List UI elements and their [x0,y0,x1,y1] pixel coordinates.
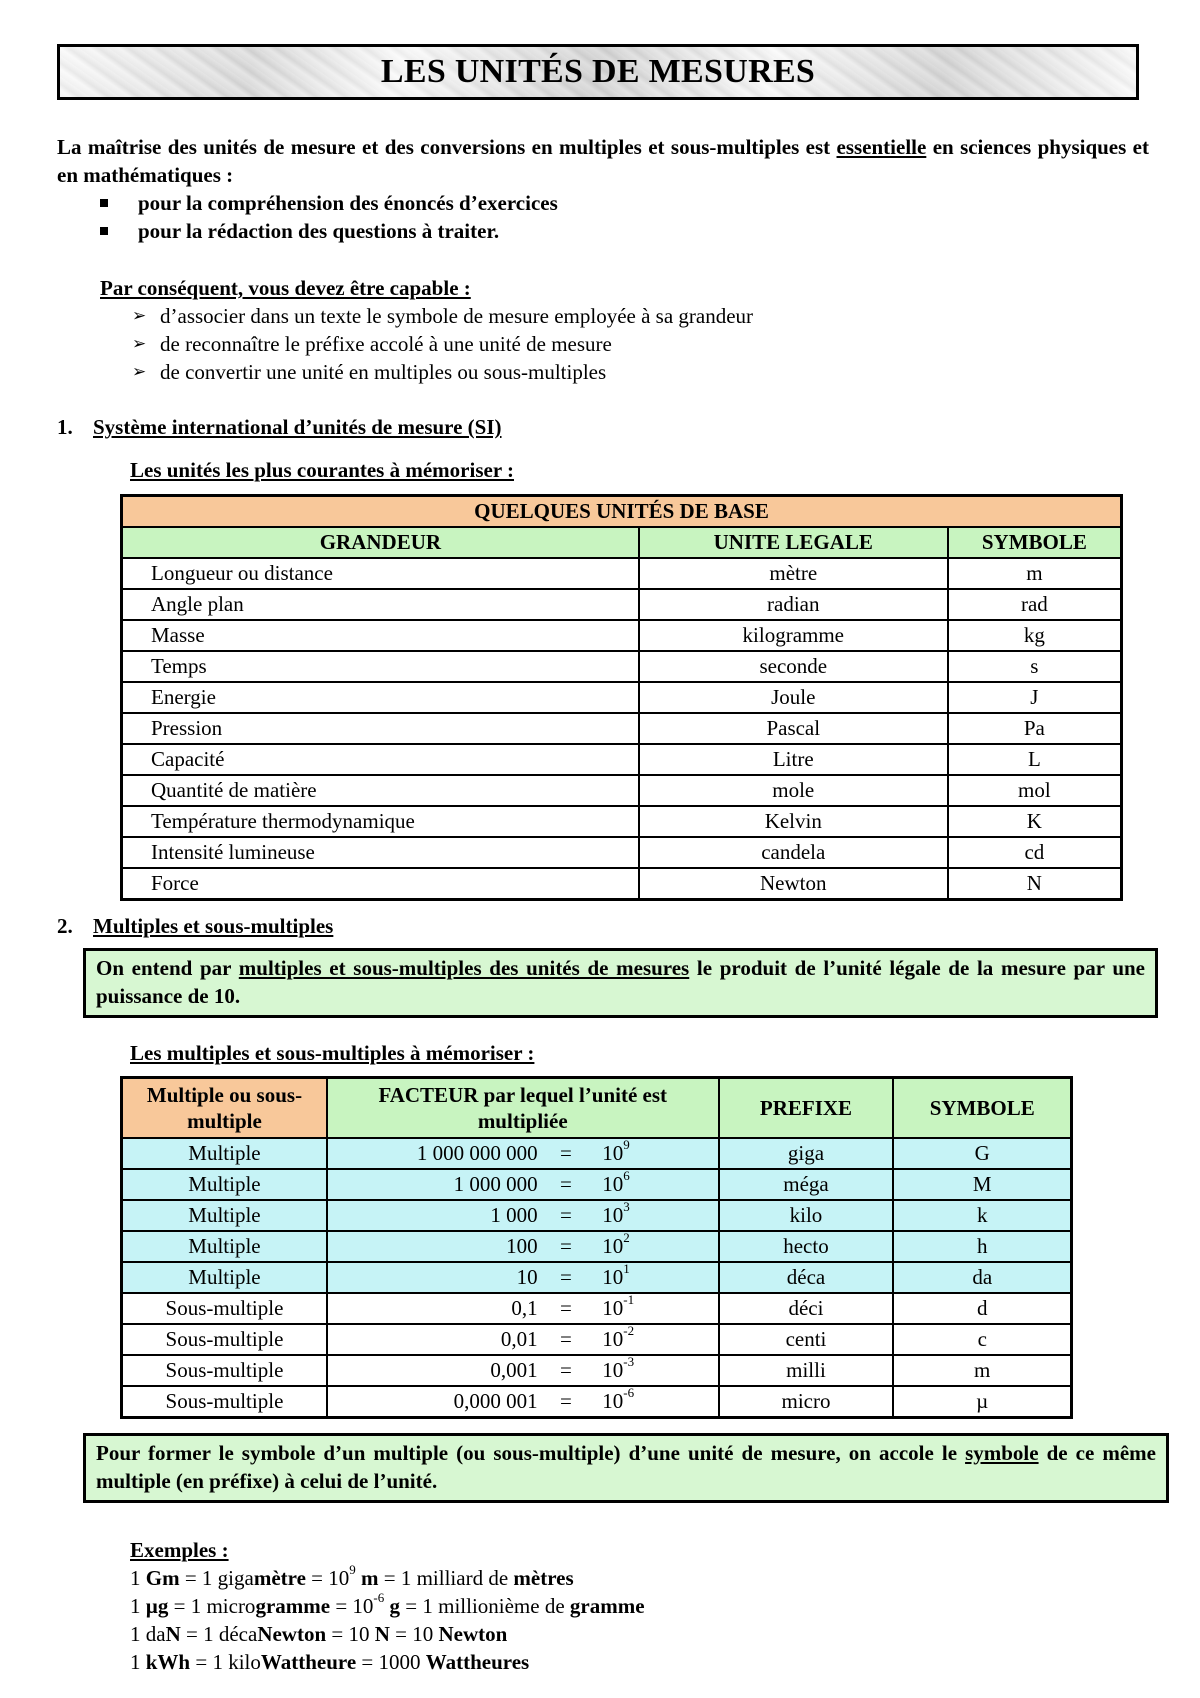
example-segment: = 10 [389,1622,439,1646]
kind-cell: Multiple [122,1262,327,1293]
example-segment: mètre [253,1566,306,1590]
symbol-cell: da [893,1262,1071,1293]
ability-text: de reconnaître le préfixe accolé à une unité de mesure [160,332,612,356]
example-segment: gramme [569,1594,645,1618]
equals-cell: = [548,1262,585,1293]
equals-cell: = [548,1324,585,1355]
power-base: 10 [602,1265,624,1289]
symbol-cell: K [948,806,1122,837]
power-exponent: -3 [623,1354,635,1369]
grandeur-cell: Force [122,868,639,900]
grandeur-cell: Angle plan [122,589,639,620]
symbol-cell: cd [948,837,1122,868]
power-cell [584,1169,718,1200]
example-segment: = 10 [330,1594,374,1618]
symbol-cell: G [893,1138,1071,1169]
title-banner [57,44,1139,100]
power-base: 10 [602,1234,624,1258]
definition-emphasis: multiples et sous-multiples des unités de mesures [238,956,690,980]
table-row [122,775,1122,806]
grandeur-cell: Temps [122,651,639,682]
power-exponent: 2 [623,1230,630,1245]
example-segment: N [374,1622,390,1646]
example-segment: = 1 kilo [190,1650,261,1674]
example-segment: gramme [255,1594,331,1618]
symbol-cell: k [893,1200,1071,1231]
prefix-cell: centi [719,1324,894,1355]
kind-cell: Multiple [122,1200,327,1231]
factor-value-cell: 1 000 000 000 [327,1138,548,1169]
intro-emphasis: essentielle [836,135,927,159]
symbol-cell: rad [948,589,1122,620]
ability-item [132,302,753,330]
grandeur-cell: Capacité [122,744,639,775]
power-base: 10 [602,1327,624,1351]
example-segment: = 1000 [356,1650,426,1674]
power-base: 10 [602,1172,624,1196]
power-exponent: -6 [623,1385,635,1400]
example-segment: Newton [257,1622,327,1646]
column-header: PREFIXE [719,1078,894,1139]
unit-cell: Kelvin [639,806,948,837]
section-title: Système international d’unités de mesure (SI) [93,415,502,439]
factor-value-cell: 0,1 [327,1293,548,1324]
table-row [122,1386,1072,1418]
power-base: 10 [602,1296,624,1320]
example-segment: Wattheures [425,1650,530,1674]
symbol-cell: µ [893,1386,1071,1418]
example-segment: µg [145,1594,169,1618]
table-row [122,806,1122,837]
rule-box [83,1433,1169,1503]
power-base: 10 [602,1141,624,1165]
intro-bullet-list [100,189,558,245]
unit-cell: candela [639,837,948,868]
example-segment: N [165,1622,181,1646]
example-segment: 1 da [130,1622,166,1646]
grandeur-cell: Pression [122,713,639,744]
table-row [122,1138,1072,1169]
symbol-cell: kg [948,620,1122,651]
factor-value-cell: 10 [327,1262,548,1293]
example-line [130,1592,645,1620]
ability-text: d’associer dans un texte le symbole de mesure employée à sa grandeur [160,304,754,328]
example-segment: = 1 déca [180,1622,258,1646]
equals-cell: = [548,1355,585,1386]
intro-text-end: en sciences physiques et en mathématiques : [57,135,1149,187]
symbol-cell: c [893,1324,1071,1355]
table-row [122,713,1122,744]
power-cell [584,1262,718,1293]
power-base: 10 [602,1389,624,1413]
square-bullet-icon [100,227,108,235]
multiples-table-body [122,1138,1072,1418]
ability-item [132,358,753,386]
power-cell [584,1231,718,1262]
factor-value-cell: 0,000 001 [327,1386,548,1418]
equals-cell: = [548,1293,585,1324]
symbol-cell: m [948,558,1122,589]
unit-cell: kilogramme [639,620,948,651]
table-row [122,744,1122,775]
grandeur-cell: Intensité lumineuse [122,837,639,868]
symbol-cell: s [948,651,1122,682]
grandeur-cell: Masse [122,620,639,651]
example-segment: m [361,1566,379,1590]
ability-item [132,330,753,358]
symbol-cell: m [893,1355,1071,1386]
grandeur-cell: Energie [122,682,639,713]
section-2-subheading: Les multiples et sous-multiples à mémoriser : [130,1041,535,1065]
section-number: 2. [57,914,73,938]
example-segment: = 1 giga [179,1566,254,1590]
abilities-list [132,302,753,386]
bullet-item [100,189,558,217]
symbol-cell: Pa [948,713,1122,744]
column-header: FACTEUR par lequel l’unité est multipliée [327,1078,719,1139]
kind-cell: Sous-multiple [122,1293,327,1324]
unit-cell: Litre [639,744,948,775]
square-bullet-icon [100,199,108,207]
symbol-cell: J [948,682,1122,713]
examples-block [130,1536,645,1676]
kind-cell: Multiple [122,1169,327,1200]
symbol-cell: h [893,1231,1071,1262]
symbol-cell: M [893,1169,1071,1200]
example-segment: Newton [438,1622,508,1646]
unit-cell: Pascal [639,713,948,744]
kind-cell: Sous-multiple [122,1324,327,1355]
power-exponent: 9 [623,1137,630,1152]
section-1-heading [57,413,502,441]
example-line [130,1564,645,1592]
bullet-text: pour la compréhension des énoncés d’exercices [138,191,558,215]
example-line [130,1648,645,1676]
table-row [122,1200,1072,1231]
factor-value-cell: 1 000 000 [327,1169,548,1200]
example-segment: 1 [130,1594,146,1618]
unit-cell: Joule [639,682,948,713]
power-cell [584,1355,718,1386]
table-caption: QUELQUES UNITÉS DE BASE [122,496,1122,528]
bullet-item [100,217,558,245]
symbol-cell: d [893,1293,1071,1324]
table-row [122,1169,1072,1200]
kind-cell: Multiple [122,1138,327,1169]
examples-label: Exemples : [130,1538,229,1562]
table-row [122,1262,1072,1293]
factor-value-cell: 0,01 [327,1324,548,1355]
power-cell [584,1386,718,1418]
arrow-bullet-icon: ➢ [132,334,147,353]
table-row [122,837,1122,868]
unit-cell: Newton [639,868,948,900]
section-number: 1. [57,415,73,439]
unit-cell: mètre [639,558,948,589]
table-row [122,1231,1072,1262]
arrow-bullet-icon: ➢ [132,306,147,325]
unit-cell: mole [639,775,948,806]
prefix-cell: déca [719,1262,894,1293]
page-title: LES UNITÉS DE MESURES [380,53,816,90]
example-segment: 1 [130,1566,146,1590]
prefix-cell: déci [719,1293,894,1324]
power-base: 10 [602,1358,624,1382]
equals-cell: = [548,1169,585,1200]
bullet-text: pour la rédaction des questions à traiter. [138,219,500,243]
table-row [122,868,1122,900]
section-2-heading [57,912,333,940]
prefix-cell: micro [719,1386,894,1418]
examples-lines [130,1564,645,1676]
base-units-table [120,494,1123,901]
prefix-cell: hecto [719,1231,894,1262]
example-segment: = 1 milliard de [378,1566,514,1590]
power-exponent: 3 [623,1199,630,1214]
power-exponent: 1 [623,1261,630,1276]
prefix-cell: kilo [719,1200,894,1231]
example-segment: Wattheure [260,1650,357,1674]
power-exponent: -1 [623,1292,635,1307]
symbol-cell: N [948,868,1122,900]
factor-value-cell: 1 000 [327,1200,548,1231]
example-segment: = 10 [305,1566,350,1590]
grandeur-cell: Quantité de matière [122,775,639,806]
example-segment: = 1 micro [168,1594,256,1618]
power-cell [584,1200,718,1231]
table-row [122,682,1122,713]
example-line [130,1620,645,1648]
factor-value-cell: 0,001 [327,1355,548,1386]
intro-text: La maîtrise des unités de mesure et des conversions en multiples et sous-multiples est [57,135,837,159]
equals-cell: = [548,1200,585,1231]
equals-cell: = [548,1231,585,1262]
factor-value-cell: 100 [327,1231,548,1262]
grandeur-cell: Longueur ou distance [122,558,639,589]
rule-text-end: de ce même multiple (en préfixe) à celui de l’unité. [96,1441,1156,1493]
power-cell [584,1293,718,1324]
symbol-cell: mol [948,775,1122,806]
kind-cell: Sous-multiple [122,1355,327,1386]
definition-text: On entend par [96,956,239,980]
power-cell [584,1324,718,1355]
table-row [122,589,1122,620]
rule-text: Pour former le symbole d’un multiple (ou sous-multiple) d’une unité de mesure, on accole le [96,1441,966,1465]
equals-cell: = [548,1138,585,1169]
table-row [122,558,1122,589]
kind-cell: Sous-multiple [122,1386,327,1418]
definition-box [83,948,1158,1018]
prefix-cell: méga [719,1169,894,1200]
base-table-body [122,558,1122,900]
symbol-cell: L [948,744,1122,775]
column-header: SYMBOLE [893,1078,1071,1139]
table-row [122,1293,1072,1324]
unit-cell: radian [639,589,948,620]
arrow-bullet-icon: ➢ [132,362,147,381]
table-row [122,651,1122,682]
column-header: SYMBOLE [948,527,1122,558]
example-segment: mètres [513,1566,574,1590]
power-base: 10 [602,1203,624,1227]
table-row [122,1324,1072,1355]
example-segment: g [389,1594,401,1618]
example-segment: 1 [130,1650,146,1674]
example-exponent: 9 [349,1562,356,1577]
column-header: Multiple ou sous-multiple [122,1078,327,1139]
section-1-subheading: Les unités les plus courantes à mémoriser : [130,458,514,482]
column-header: GRANDEUR [122,527,639,558]
rule-emphasis: symbole [965,1441,1039,1465]
example-segment: = 1 millionième de [400,1594,570,1618]
intro-paragraph [57,133,1149,189]
ability-text: de convertir une unité en multiples ou sous-multiples [160,360,607,384]
example-segment: Gm [145,1566,180,1590]
example-exponent: -6 [373,1590,385,1605]
table-row [122,1355,1072,1386]
table-row [122,620,1122,651]
section-title: Multiples et sous-multiples [93,914,334,938]
consequence-heading: Par conséquent, vous devez être capable : [100,276,471,300]
equals-cell: = [548,1386,585,1418]
multiples-table [120,1076,1073,1419]
column-header: UNITE LEGALE [639,527,948,558]
example-segment: = 10 [326,1622,375,1646]
power-cell [584,1138,718,1169]
grandeur-cell: Température thermodynamique [122,806,639,837]
example-segment: kWh [145,1650,191,1674]
power-exponent: -2 [623,1323,635,1338]
definition-text-end: le produit de l’unité légale de la mesure par une puissance de 10. [96,956,1146,1008]
kind-cell: Multiple [122,1231,327,1262]
prefix-cell: milli [719,1355,894,1386]
unit-cell: seconde [639,651,948,682]
prefix-cell: giga [719,1138,894,1169]
power-exponent: 6 [623,1168,630,1183]
